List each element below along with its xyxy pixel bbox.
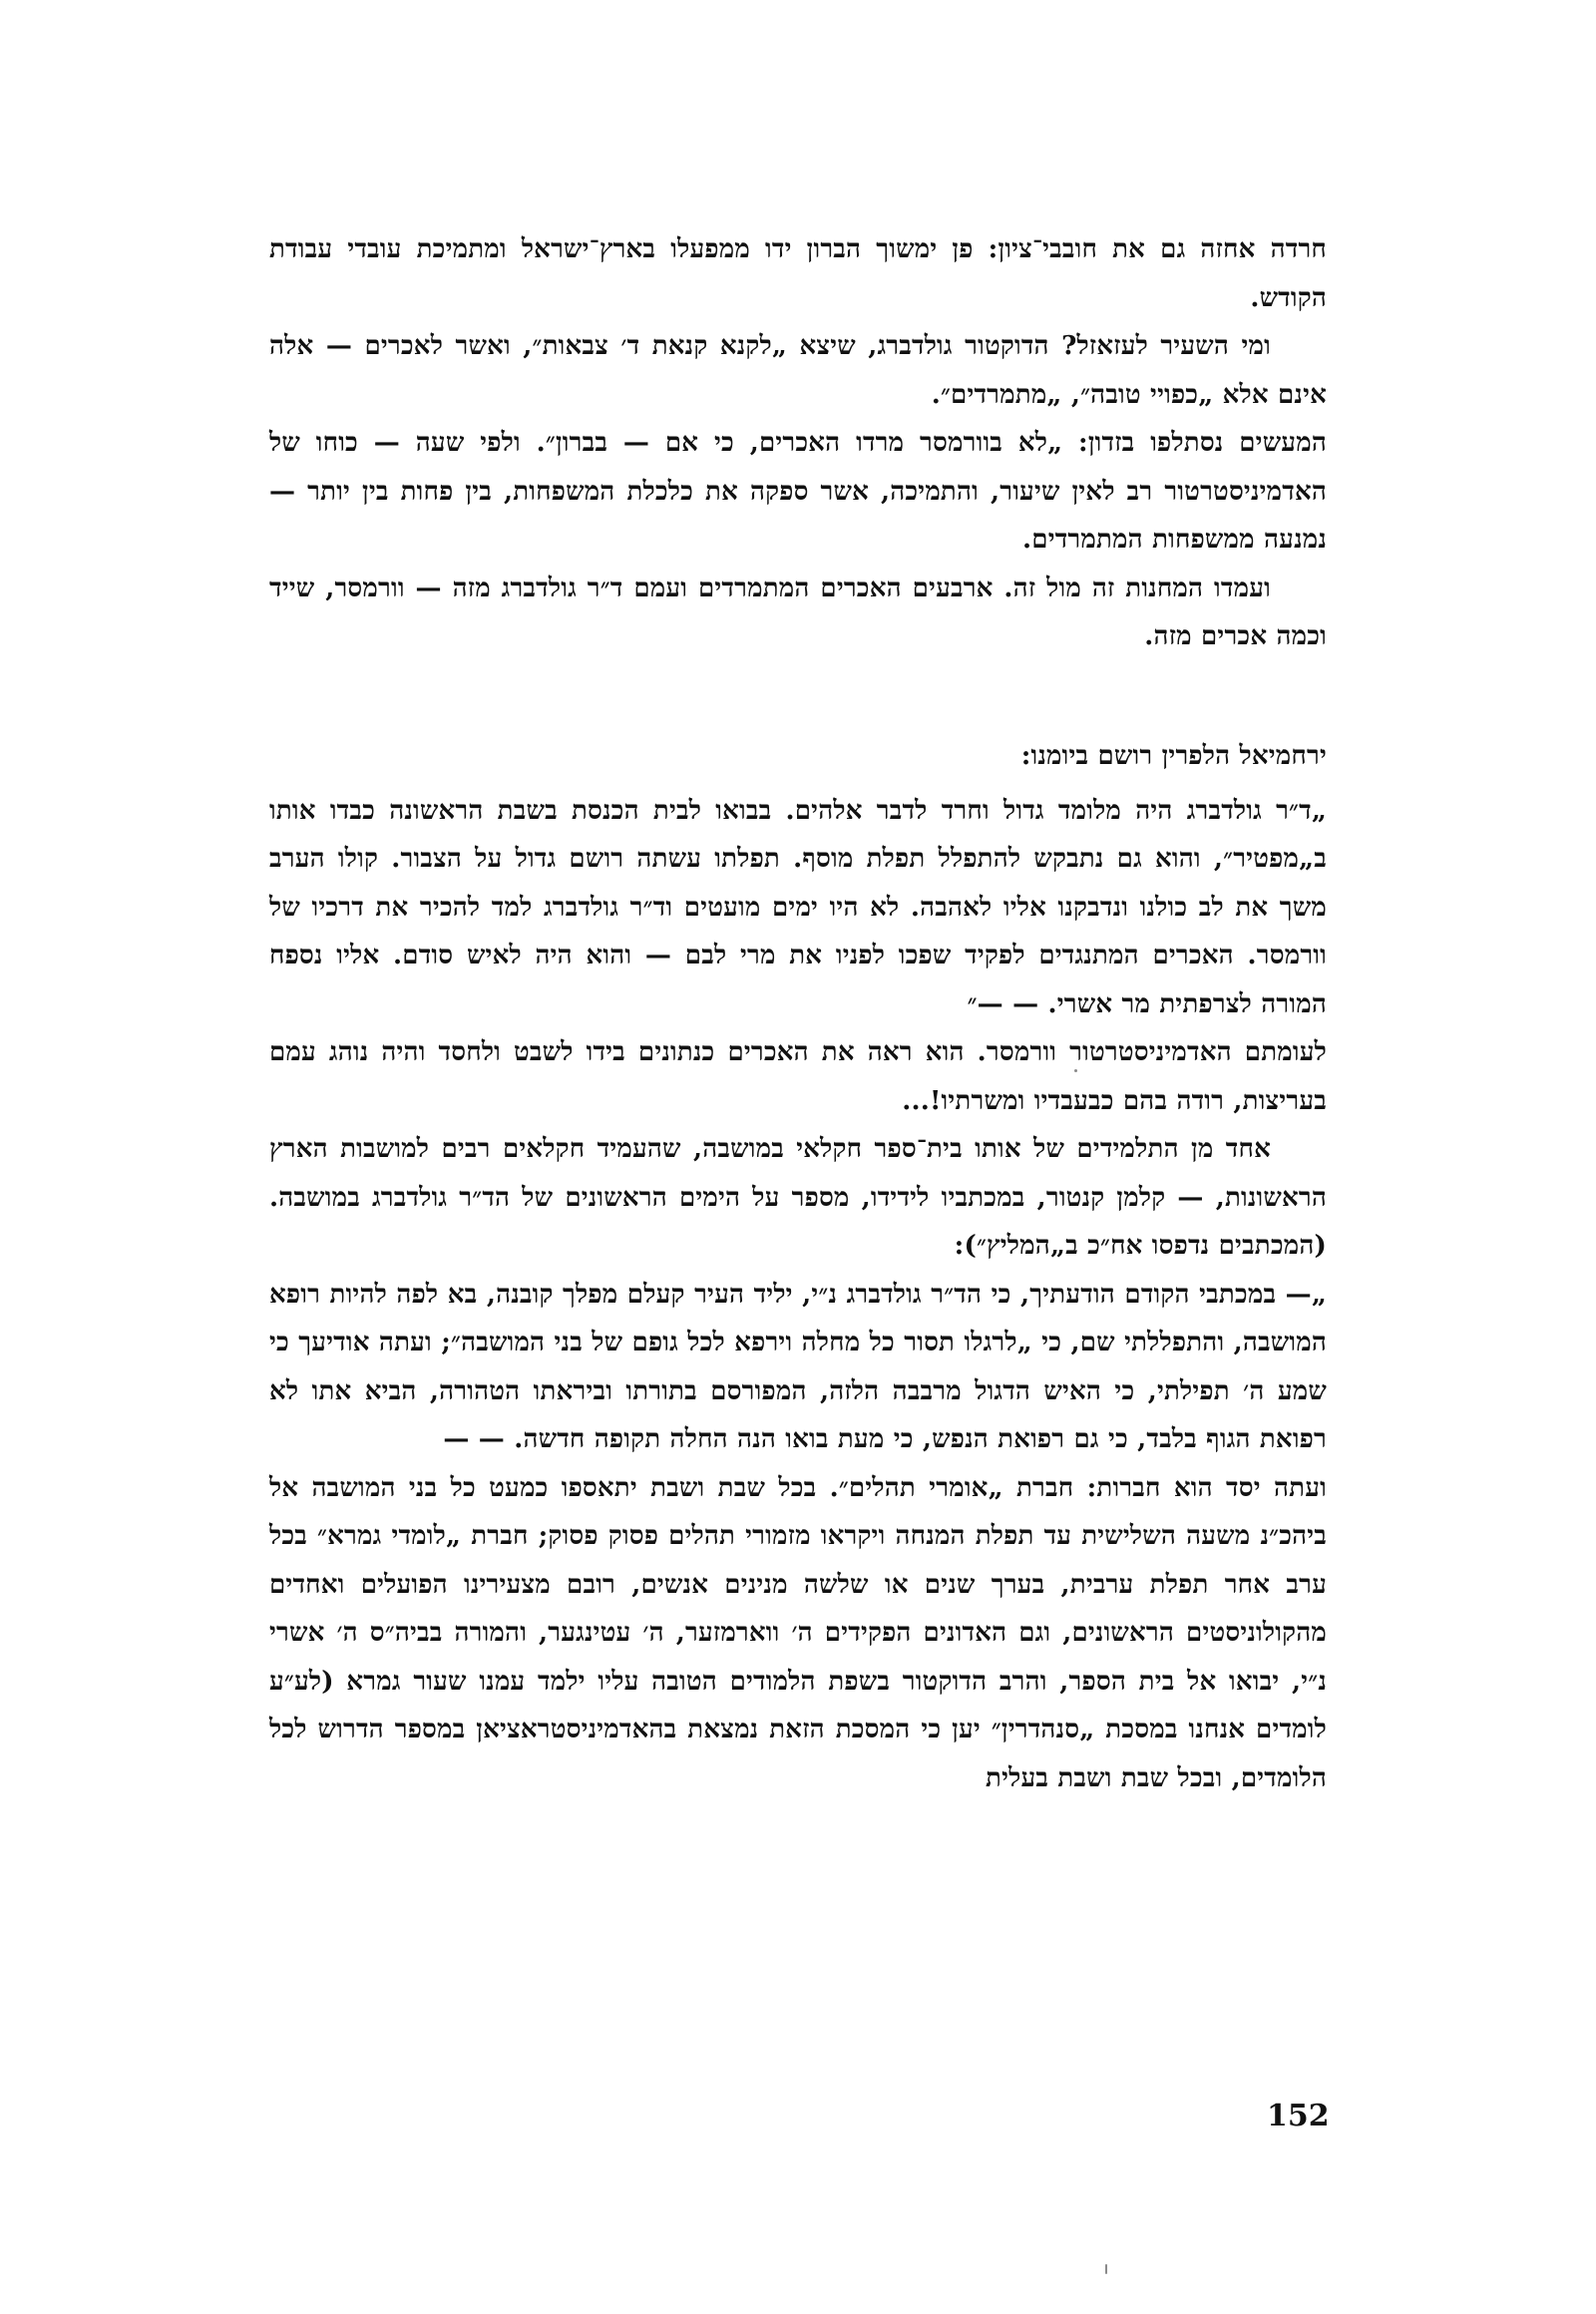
paragraph: „ד״ר גולדברג היה מלומד גדול וחרד לדבר אלהים. בבואו לבית הכנסת בשבת הראשונה כבדו אותו ב„מפטיר״, והוא גם נתבקש להתפלל תפלת מוסף. תפלתו עשתה רושם גדול על הצבור. קולו הערב משך את לב כולנו ונדבקנו אליו לאהבה. לא היו ימים מועטים וד״ר גולדברג למד להכיר את דרכיו של וורמסר. האכרים המתנגדים לפקיד שפכו לפניו את מרי לבם — והוא היה לאיש סודם. אליו נספח המורה לצרפתית מר אשרי. — —״ bbox=[269, 795, 1327, 1019]
paragraph: „— במכתבי הקודם הודעתיך, כי הד״ר גולדברג נ״י, יליד העיר קעלם מפלך קובנה, בא לפה להיות רופא המושבה, והתפללתי שם, כי „לרגלו תסור כל מחלה וירפא לכל גופם של בני המושבה״; ועתה אודיעך כי שמע ה׳ תפילתי, כי האיש הדגול מרבבה הלזה, המפורסם בתורתו וביראתו הטהורה, הביא אתו לא רפואת הגוף בלבד, כי גם רפואת הנפש, כי מעת בואו הנה החלה תקופה חדשה. — — bbox=[269, 1279, 1327, 1454]
paragraph: ומי השעיר לעזאזל? הדוקטור גולדברג, שיצא „לקנא קנאת ד׳ צבאות״, ואשר לאכרים — אלה אינם אלא „כפויי טובה״, „מתמרדים״. bbox=[269, 331, 1327, 410]
paragraph: המעשים נסתלפו בזדון: „לא בוורמסר מרדו האכרים, כי אם — בברון״. ולפי שעה — כוחו של האדמיניסטרטור רב לאין שיעור, והתמיכה, אשר ספקה את כלכלת המשפחות, בין פחות בין יותר — נמנעה ממשפחות המתמרדים. bbox=[269, 428, 1327, 555]
section-heading: ירחמיאל הלפרין רושם ביומנו: bbox=[1020, 741, 1327, 771]
paragraph: חרדה אחזה גם את חובבי־ציון: פן ימשוך הברון ידו ממפעלו בארץ־ישראל ומתמיכת עובדי עבודת הקודש. bbox=[269, 234, 1327, 313]
page-number: 152 bbox=[1267, 2099, 1330, 2133]
paragraph: לעומתם האדמיניסטרטור וורמסר. הוא ראה את האכרים כנתונים בידו לשבט ולחסד והיה נוהג עמם בעריצות, רודה בהם כבעבדיו ומשרתיו!... bbox=[269, 1037, 1327, 1116]
scan-speck bbox=[1074, 1069, 1077, 1072]
paragraph: ועמדו המחנות זה מול זה. ארבעים האכרים המתמרדים ועמם ד״ר גולדברג מזה — וורמסר, שייד וכמה אכרים מזה. bbox=[269, 573, 1327, 651]
scan-speck bbox=[1105, 2264, 1107, 2274]
top-text-block bbox=[269, 225, 1327, 661]
paragraph: ועתה יסד הוא חברות: חברת „אומרי תהלים״. בכל שבת ושבת יתאספו כמעט כל בני המושבה אל ביהכ״נ משעה השלישית עד תפלת המנחה ויקראו מזמורי תהלים פסוק פסוק; חברת „לומדי גמרא״ בכל ערב אחר תפלת ערבית, בערך שנים או שלשה מנינים אנשים, רובם מצעירינו הפועלים ואחדים מהקולוניסטים הראשונים, וגם האדונים הפקידים ה׳ ווארמזער, ה׳ עטינגער, והמורה בביה״ס ה׳ אשרי נ״י, יבואו אל בית הספר, והרב הדוקטור בשפת הלמודים הטובה עליו ילמד עמנו שעור גמרא (לע״ע לומדים אנחנו במסכת „סנהדרין״ יען כי המסכת הזאת נמצאת בהאדמיניסטראציאן במספר הדרוש לכל הלומדים, ובכל שבת ושבת בעלית bbox=[269, 1472, 1327, 1793]
paragraph: אחד מן התלמידים של אותו בית־ספר חקלאי במושבה, שהעמיד חקלאים רבים למושבות הארץ הראשונות, — קלמן קנטור, במכתביו לידידו, מספר על הימים הראשונים של הד״ר גולדברג במושבה. (המכתבים נדפסו אח״כ ב„המליץ״): bbox=[269, 1134, 1327, 1261]
main-text-block bbox=[269, 732, 1327, 1802]
